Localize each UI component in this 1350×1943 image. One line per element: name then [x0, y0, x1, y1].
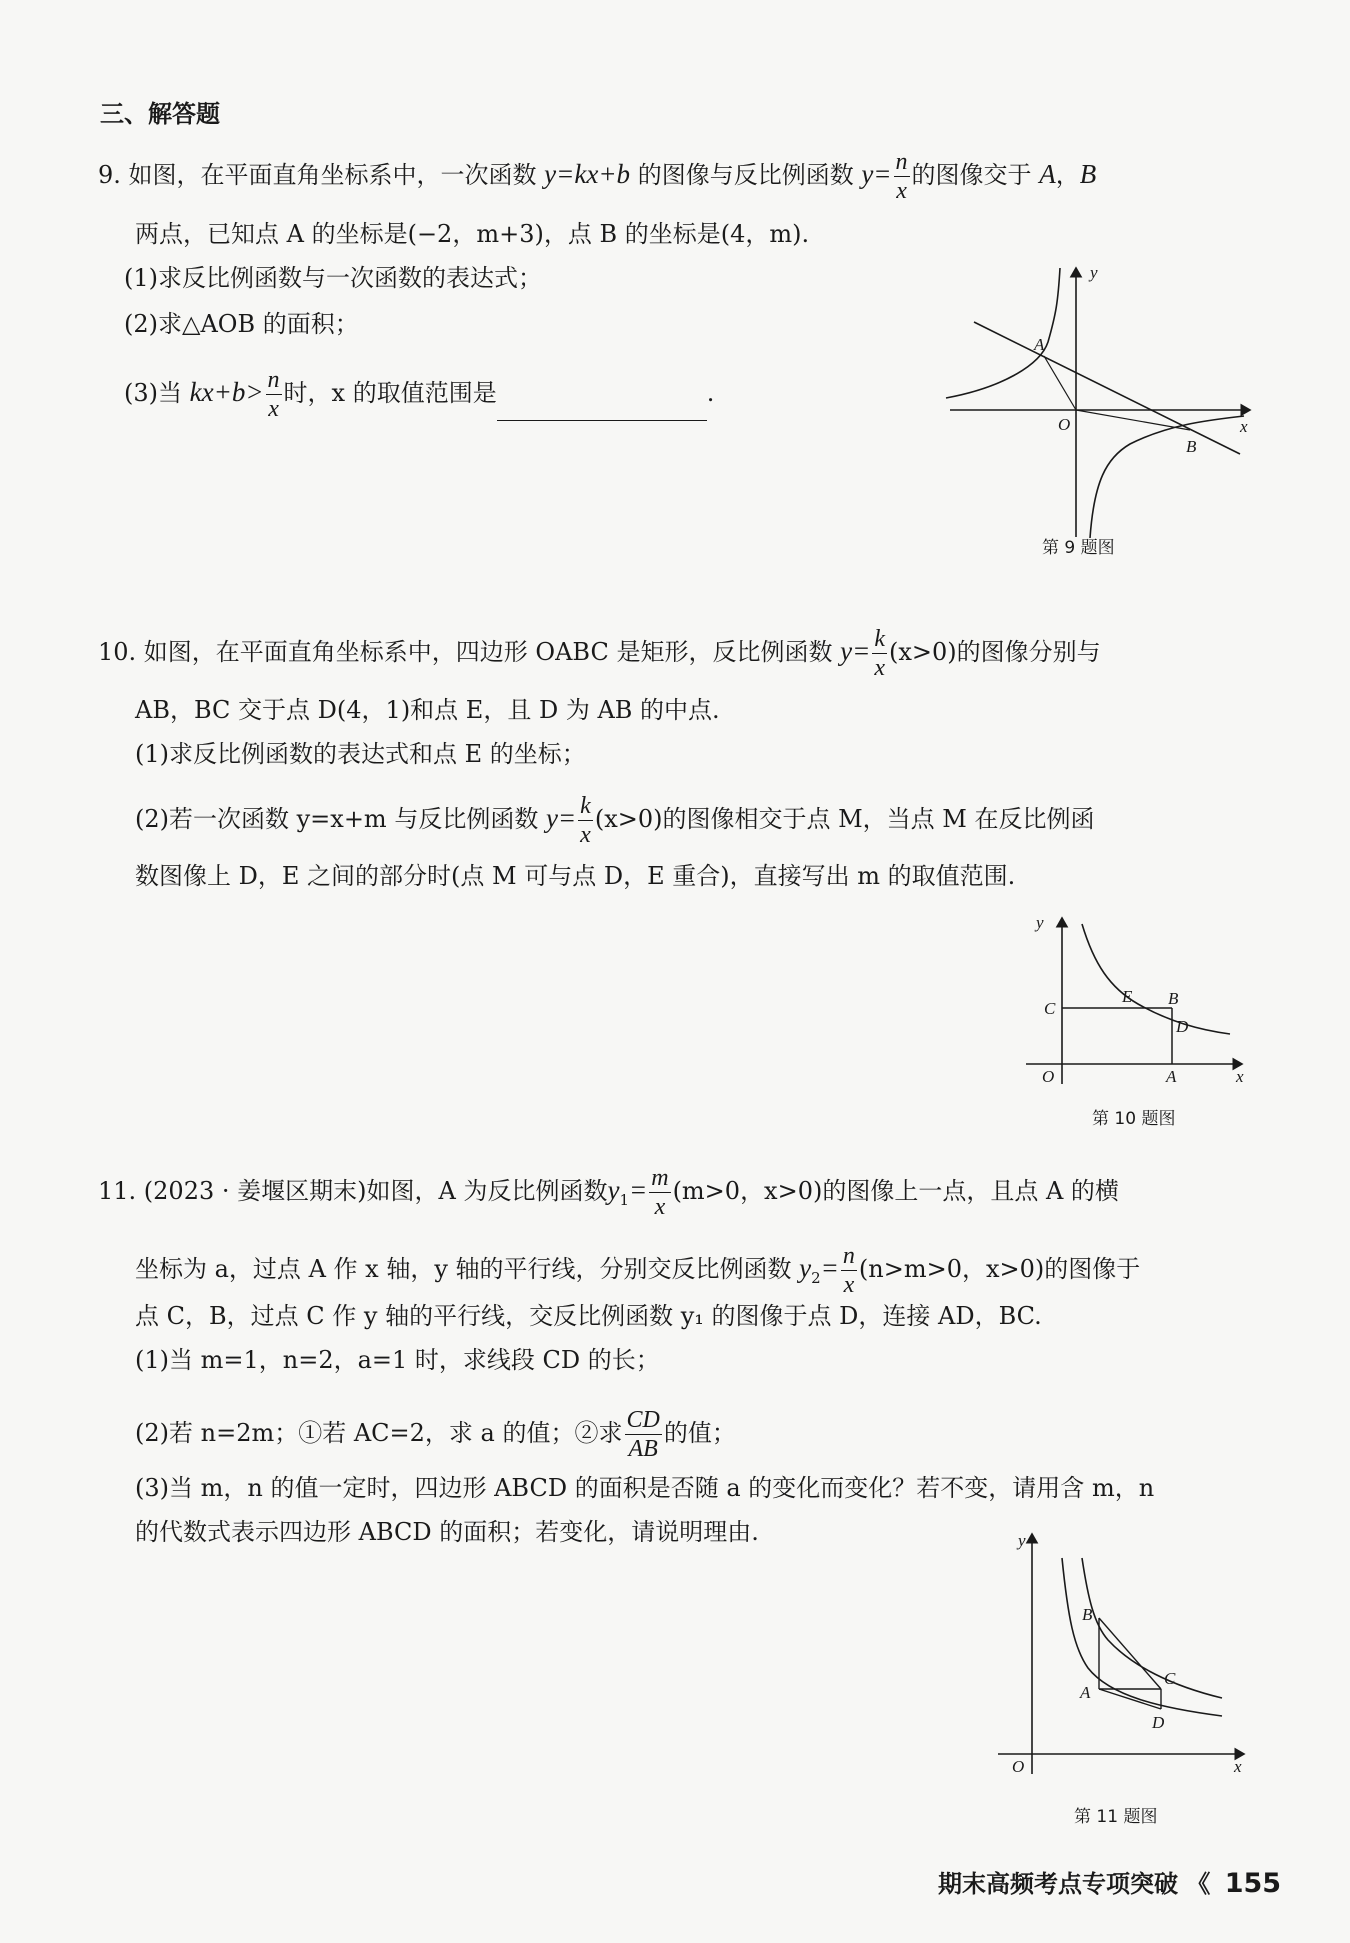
q11-label-b: B [1082, 1605, 1093, 1624]
q10-sub1: (1)求反比例函数的表达式和点 E 的坐标； [135, 740, 586, 768]
double-chevron-icon: 《 [1186, 1870, 1211, 1898]
q11-sub1: (1)当 m=1，n=2，a=1 时，求线段 CD 的长； [135, 1346, 660, 1374]
q9-hyperbola-left [946, 268, 1060, 398]
q9-label-o: O [1058, 415, 1071, 434]
q11-label-o: O [1012, 1757, 1025, 1776]
q11-figure [990, 1528, 1250, 1788]
q10-sub2-line2: 数图像上 D，E 之间的部分时(点 M 可与点 D，E 重合)，直接写出 m 的取值范围. [135, 862, 1016, 890]
q10-label-b: B [1168, 989, 1179, 1008]
q10-label-x: x [1236, 1067, 1244, 1086]
q11-fraction: $\frac{m}{x}$ [651, 1165, 669, 1220]
q11-segment-ad [1099, 1689, 1161, 1709]
q9-sub2: (2)求△AOB 的面积； [124, 310, 359, 338]
q11-label-d: D [1152, 1713, 1165, 1732]
q10-line2: AB，BC 交于点 D(4，1)和点 E，且 D 为 AB 的中点. [135, 696, 720, 724]
page-footer [938, 1864, 1281, 1899]
q10-label-c: C [1044, 999, 1056, 1018]
q9-inequality: kx+b> [189, 377, 264, 407]
q9-sub3-fraction: $\frac{n}{x}$ [267, 367, 280, 422]
q11-line1: 11. (2023 · 姜堰区期末)如图，A 为反比例函数$y_1=$ $\frac{m}{x}$ (m>0，x>0)的图像上一点，且点 A 的横 [98, 1165, 1119, 1220]
q9-sub3: (3)当 kx+b> $\frac{n}{x}$ 时，x 的取值范围是 . [124, 367, 715, 422]
q9-text-2: 的图像交于 [911, 161, 1040, 189]
q9-label-x: x [1240, 417, 1248, 436]
q10-sub2-fraction: $\frac{k}{x}$ [580, 793, 591, 848]
q9-fraction: $\frac{n}{x}$ [895, 149, 908, 204]
q10-caption: 第 10 题图 [1092, 1109, 1176, 1129]
q11-line2-fraction: $\frac{n}{x}$ [842, 1243, 855, 1298]
q9-inverse-lhs: y= [861, 159, 892, 189]
q9-figure [940, 262, 1260, 542]
q10-hyperbola [1082, 924, 1230, 1034]
q9-text: 的图像与反比例函数 [630, 161, 862, 189]
q11-caption: 第 11 题图 [1074, 1807, 1158, 1827]
q11-segment-bc [1099, 1618, 1161, 1689]
q9-label-y: y [1090, 263, 1098, 282]
q9-intro: 9. 如图，在平面直角坐标系中，一次函数 [98, 161, 545, 189]
q10-label-o: O [1042, 1067, 1055, 1086]
q9-sub1: (1)求反比例函数与一次函数的表达式； [124, 264, 542, 292]
q9-hyperbola-right [1090, 416, 1244, 538]
q11-label-a: A [1080, 1683, 1091, 1702]
q9-label-b: B [1186, 437, 1197, 456]
footer-title: 期末高频考点专项突破 [938, 1870, 1178, 1898]
q10-fraction: $\frac{k}{x}$ [874, 626, 886, 681]
q11-line3: 点 C，B，过点 C 作 y 轴的平行线，交反比例函数 y₁ 的图像于点 D，连接 AD，BC. [135, 1302, 1042, 1330]
q9-point-a: A [1039, 159, 1056, 189]
q10-sub2: (2)若一次函数 y=x+m 与反比例函数 y= $\frac{k}{x}$ (x>0)的图像相交于点 M，当点 M 在反比例函 [135, 793, 1095, 848]
q9-line2: 两点，已知点 A 的坐标是(−2，m+3)，点 B 的坐标是(4，m). [135, 220, 810, 248]
q11-curve-y2 [1082, 1558, 1222, 1698]
q9-point-b: B [1079, 159, 1097, 189]
q11-sub2: (2)若 n=2m；①若 AC=2，求 a 的值；②求 $\frac{CD}{AB}$ 的值； [135, 1407, 736, 1462]
q9-linear-line [974, 322, 1240, 454]
section-title: 三、解答题 [100, 100, 220, 128]
q10-label-d: D [1176, 1017, 1189, 1036]
q9-linear-func: y=kx+b [544, 159, 631, 189]
q11-label-x: x [1234, 1757, 1242, 1776]
q10-label-y: y [1036, 913, 1044, 932]
q10-label-a: A [1166, 1067, 1177, 1086]
q11-line2: 坐标为 a，过点 A 作 x 轴，y 轴的平行线，分别交反比例函数 $y_2=$ $\frac{n}{x}$ (n>m>0，x>0)的图像于 [135, 1243, 1141, 1298]
q11-label-c: C [1164, 1669, 1176, 1688]
q11-sub3-line1: (3)当 m，n 的值一定时，四边形 ABCD 的面积是否随 a 的变化而变化？若不变，请用含 m，n [135, 1474, 1155, 1502]
q9-line1: 9. 如图，在平面直角坐标系中，一次函数 y=kx+b 的图像与反比例函数 y= $\frac{n}{x}$ 的图像交于 A，B [98, 149, 1097, 204]
page-number: 155 [1224, 1868, 1282, 1899]
q11-sub2-fraction: $\frac{CD}{AB}$ [626, 1407, 660, 1462]
q11-label-y: y [1018, 1531, 1026, 1550]
q9-answer-blank[interactable] [497, 396, 707, 421]
q10-line1: 10. 如图，在平面直角坐标系中，四边形 OABC 是矩形，反比例函数 y= $\frac{k}{x}$ (x>0)的图像分别与 [98, 626, 1101, 681]
q10-label-e: E [1122, 987, 1133, 1006]
q10-figure [1020, 912, 1250, 1092]
q11-sub3-line2: 的代数式表示四边形 ABCD 的面积；若变化，请说明理由. [135, 1518, 759, 1546]
q9-label-a: A [1034, 335, 1045, 354]
q9-caption: 第 9 题图 [1042, 538, 1115, 558]
